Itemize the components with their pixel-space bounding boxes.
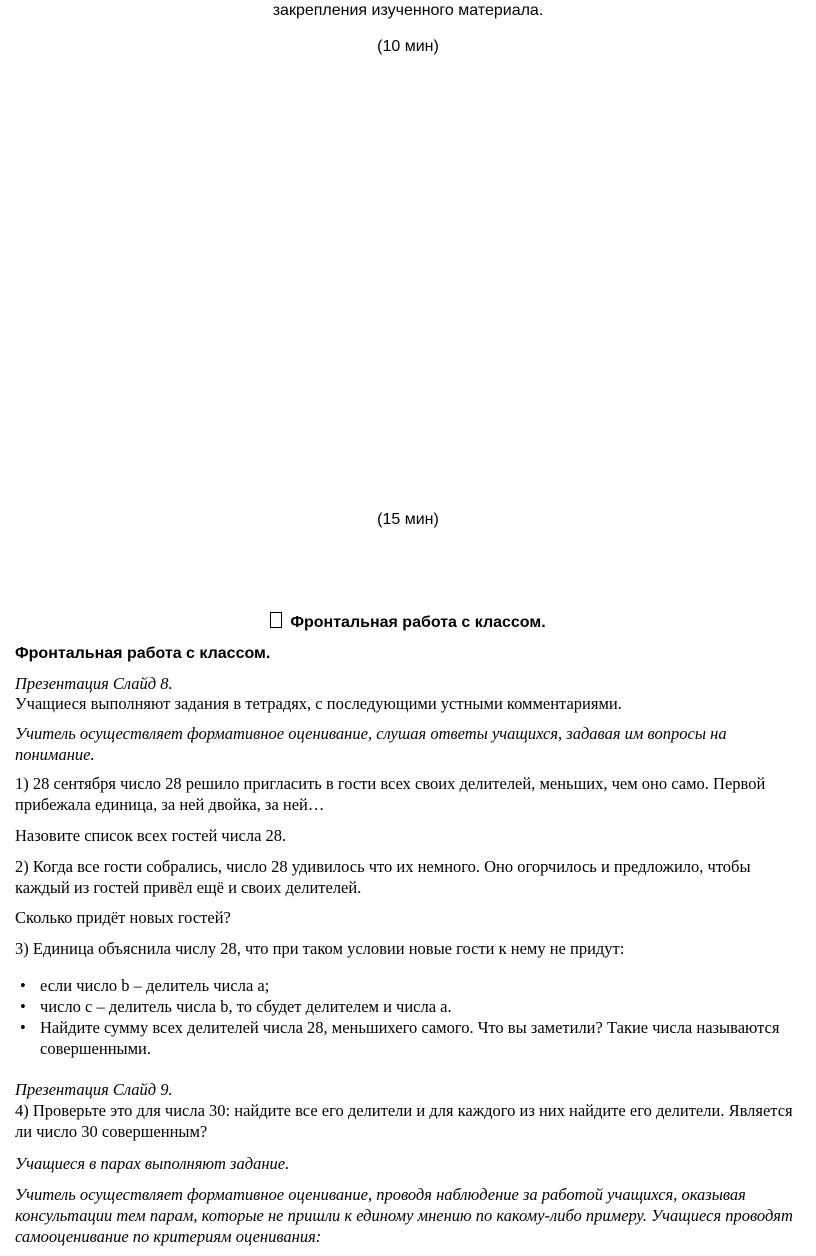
list-item-text: если число b – делитель числа a; bbox=[40, 976, 270, 995]
question-2-task: Сколько придёт новых гостей? bbox=[15, 908, 231, 927]
question-1: 1) 28 сентября число 28 решило пригласить в гости всех своих делителей, меньших, чем оно само. Первой прибежала единица, за ней двойка, за ней… bbox=[15, 774, 766, 814]
time-label-10: (10 мин) bbox=[377, 38, 439, 55]
header-line: закрепления изученного материала. bbox=[272, 2, 544, 19]
slide9-pairs-note: Учащиеся в парах выполняют задание. bbox=[15, 1154, 290, 1173]
section-title-text: Фронтальная работа с классом. bbox=[290, 614, 546, 631]
slide8-intro: Учащиеся выполняют задания в тетрадях, с последующими устными комментариями. bbox=[15, 694, 622, 713]
section-title-centered bbox=[0, 612, 816, 632]
list-item bbox=[15, 1017, 800, 1059]
question-2: 2) Когда все гости собрались, число 28 удивилось что их немного. Оно огорчилось и предложило, чтобы каждый из гостей привёл ещё и своих делителей. bbox=[15, 857, 751, 897]
question-1-task: Назовите список всех гостей числа 28. bbox=[15, 826, 287, 845]
question-4: 4) Проверьте это для числа 30: найдите все его делители и для каждого из них найдите его делители. Является ли число 30 совершенным? bbox=[15, 1101, 793, 1141]
placeholder-glyph-icon bbox=[270, 612, 282, 628]
list-item-text: число c – делитель числа b, то сбудет делителем и числа a. bbox=[40, 997, 452, 1016]
slide9-teacher-note: Учитель осуществляет формативное оценивание, проводя наблюдение за работой учащихся, оказывая консультации тем парам, которые не пришли к единому мнению по какому-либо примеру. Учащиеся проводят самооценивание по критериям оценивания: bbox=[15, 1185, 793, 1246]
slide8-label: Презентация Слайд 8. bbox=[15, 674, 173, 693]
section-title-left: Фронтальная работа с классом. bbox=[15, 645, 271, 662]
question-3: 3) Единица объяснила числу 28, что при таком условии новые гости к нему не придут: bbox=[15, 939, 625, 958]
list-item-text: Найдите сумму всех делителей числа 28, меньшихего самого. Что вы заметили? Такие числа называются совершенными. bbox=[40, 1018, 780, 1058]
slide8-teacher-note: Учитель осуществляет формативное оценивание, слушая ответы учащихся, задавая им вопросы на понимание. bbox=[15, 724, 727, 764]
bullet-icon: • bbox=[20, 976, 26, 995]
bullet-icon: • bbox=[20, 997, 26, 1016]
list-item bbox=[15, 975, 800, 996]
list-item bbox=[15, 996, 800, 1017]
slide9-label: Презентация Слайд 9. bbox=[15, 1080, 173, 1099]
bullet-icon: • bbox=[20, 1018, 26, 1037]
bullet-list bbox=[15, 975, 800, 1059]
time-label-15: (15 мин) bbox=[377, 511, 439, 528]
